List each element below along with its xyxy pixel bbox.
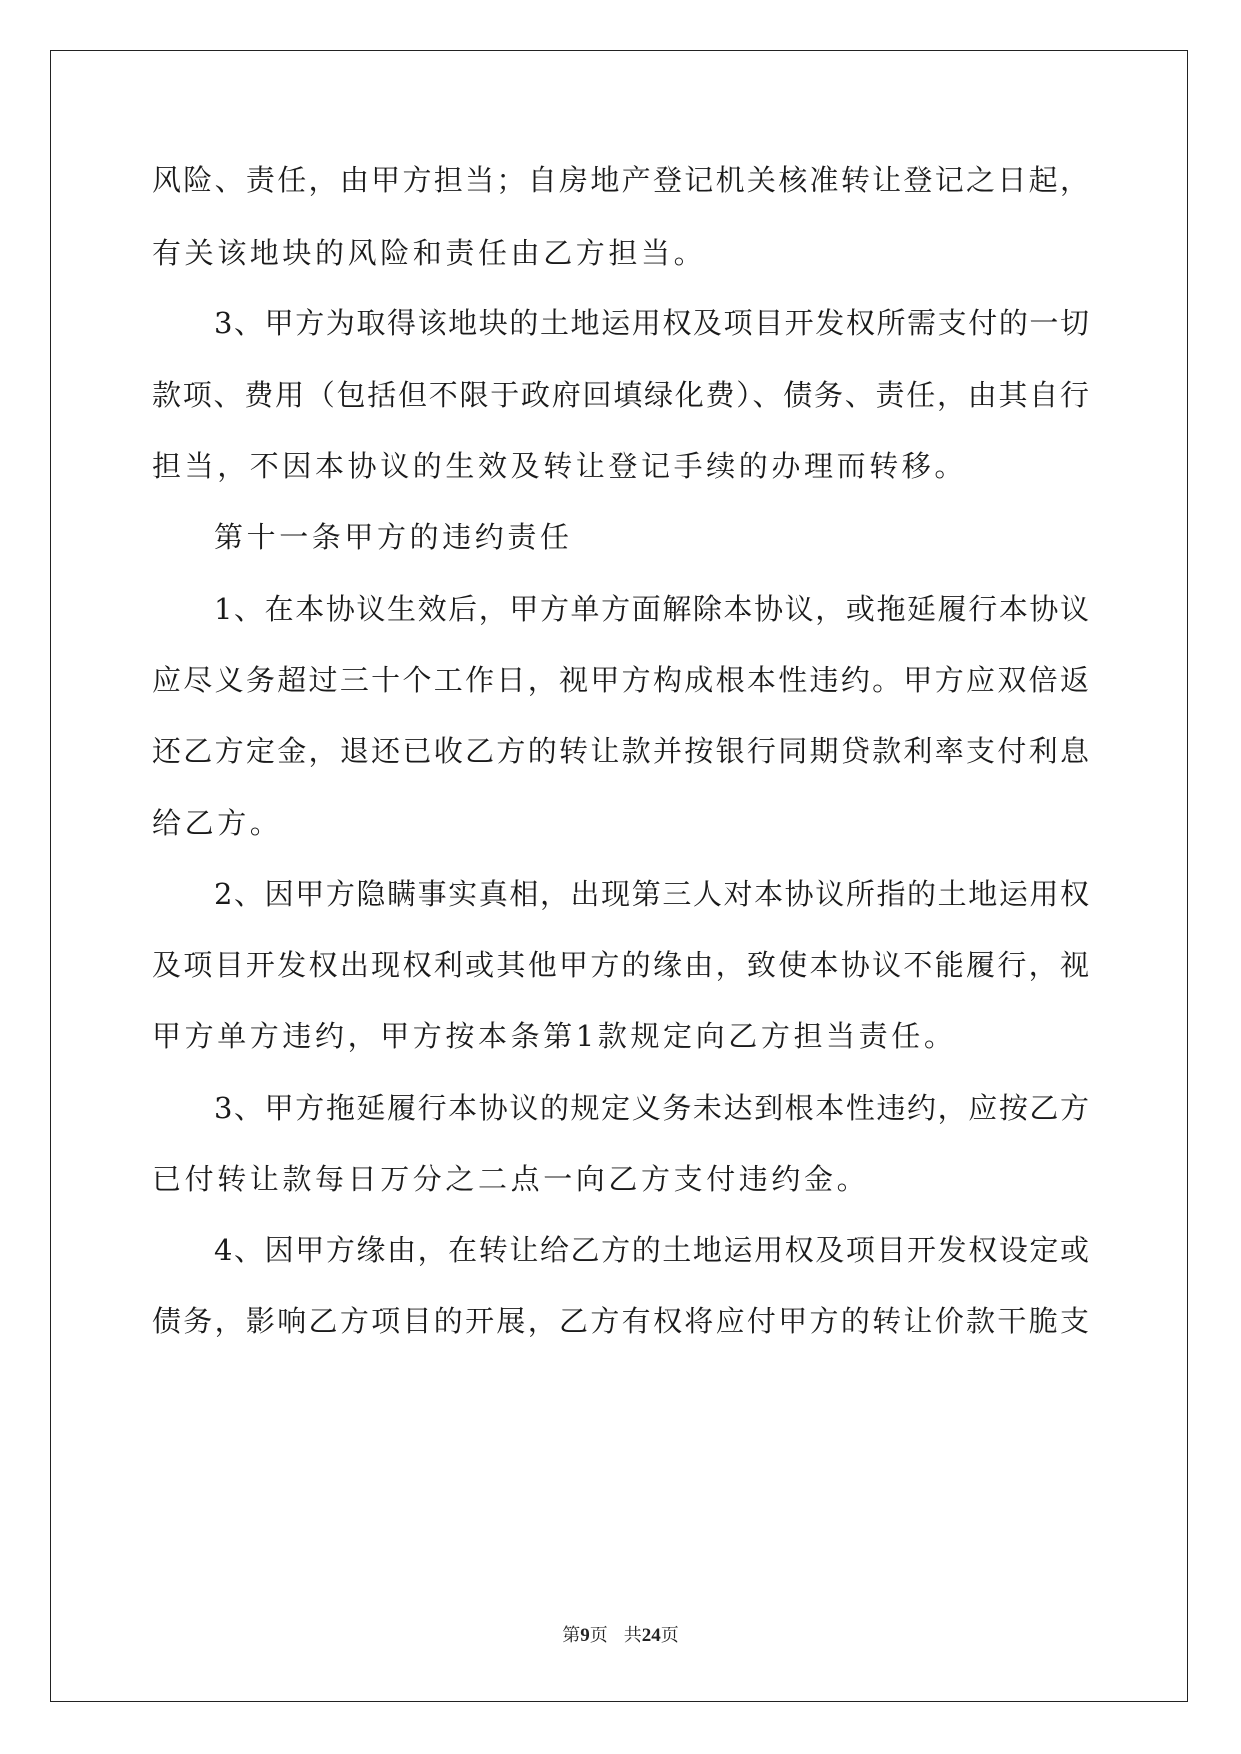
page-footer [0,1624,1241,1648]
text-line: 担当，不因本协议的生效及转让登记手续的办理而转移。 [152,449,968,483]
text-line: 及项目开发权出现权利或其他甲方的缘由，致使本协议不能履行，视 [152,948,1089,982]
text-line: 3、甲方拖延履行本协议的规定义务未达到根本性违约，应按乙方 [214,1091,1089,1125]
text-line: 甲方单方违约，甲方按本条第1款规定向乙方担当责任。 [152,1019,957,1053]
text-line: 应尽义务超过三十个工作日，视甲方构成根本性违约。甲方应双倍返 [152,663,1089,697]
section-heading: 第十一条甲方的违约责任 [214,520,573,554]
page-number: 9 [580,1625,590,1646]
page-prefix: 第 [562,1625,581,1646]
page-suffix: 页 [589,1625,608,1646]
text-line: 1、在本协议生效后，甲方单方面解除本协议，或拖延履行本协议 [214,592,1089,626]
text-line: 有关该地块的风险和责任由乙方担当。 [152,236,707,270]
text-line: 3、甲方为取得该地块的土地运用权及项目开发权所需支付的一切 [214,306,1089,340]
text-line: 2、因甲方隐瞒事实真相，出现第三人对本协议所指的土地运用权 [214,877,1089,911]
text-line: 给乙方。 [152,806,283,840]
text-line: 债务，影响乙方项目的开展，乙方有权将应付甲方的转让价款干脆支 [152,1304,1089,1338]
text-line: 还乙方定金，退还已收乙方的转让款并按银行同期贷款利率支付利息 [152,734,1089,768]
total-prefix: 共 [623,1625,642,1646]
total-suffix: 页 [660,1625,679,1646]
total-pages: 24 [641,1625,661,1646]
text-line: 款项、费用（包括但不限于政府回填绿化费）、债务、责任，由其自行 [152,378,1089,412]
text-line: 风险、责任，由甲方担当；自房地产登记机关核准转让登记之日起， [152,163,1089,197]
text-line: 4、因甲方缘由，在转让给乙方的土地运用权及项目开发权设定或 [214,1233,1089,1267]
text-line: 已付转让款每日万分之二点一向乙方支付违约金。 [152,1162,870,1196]
